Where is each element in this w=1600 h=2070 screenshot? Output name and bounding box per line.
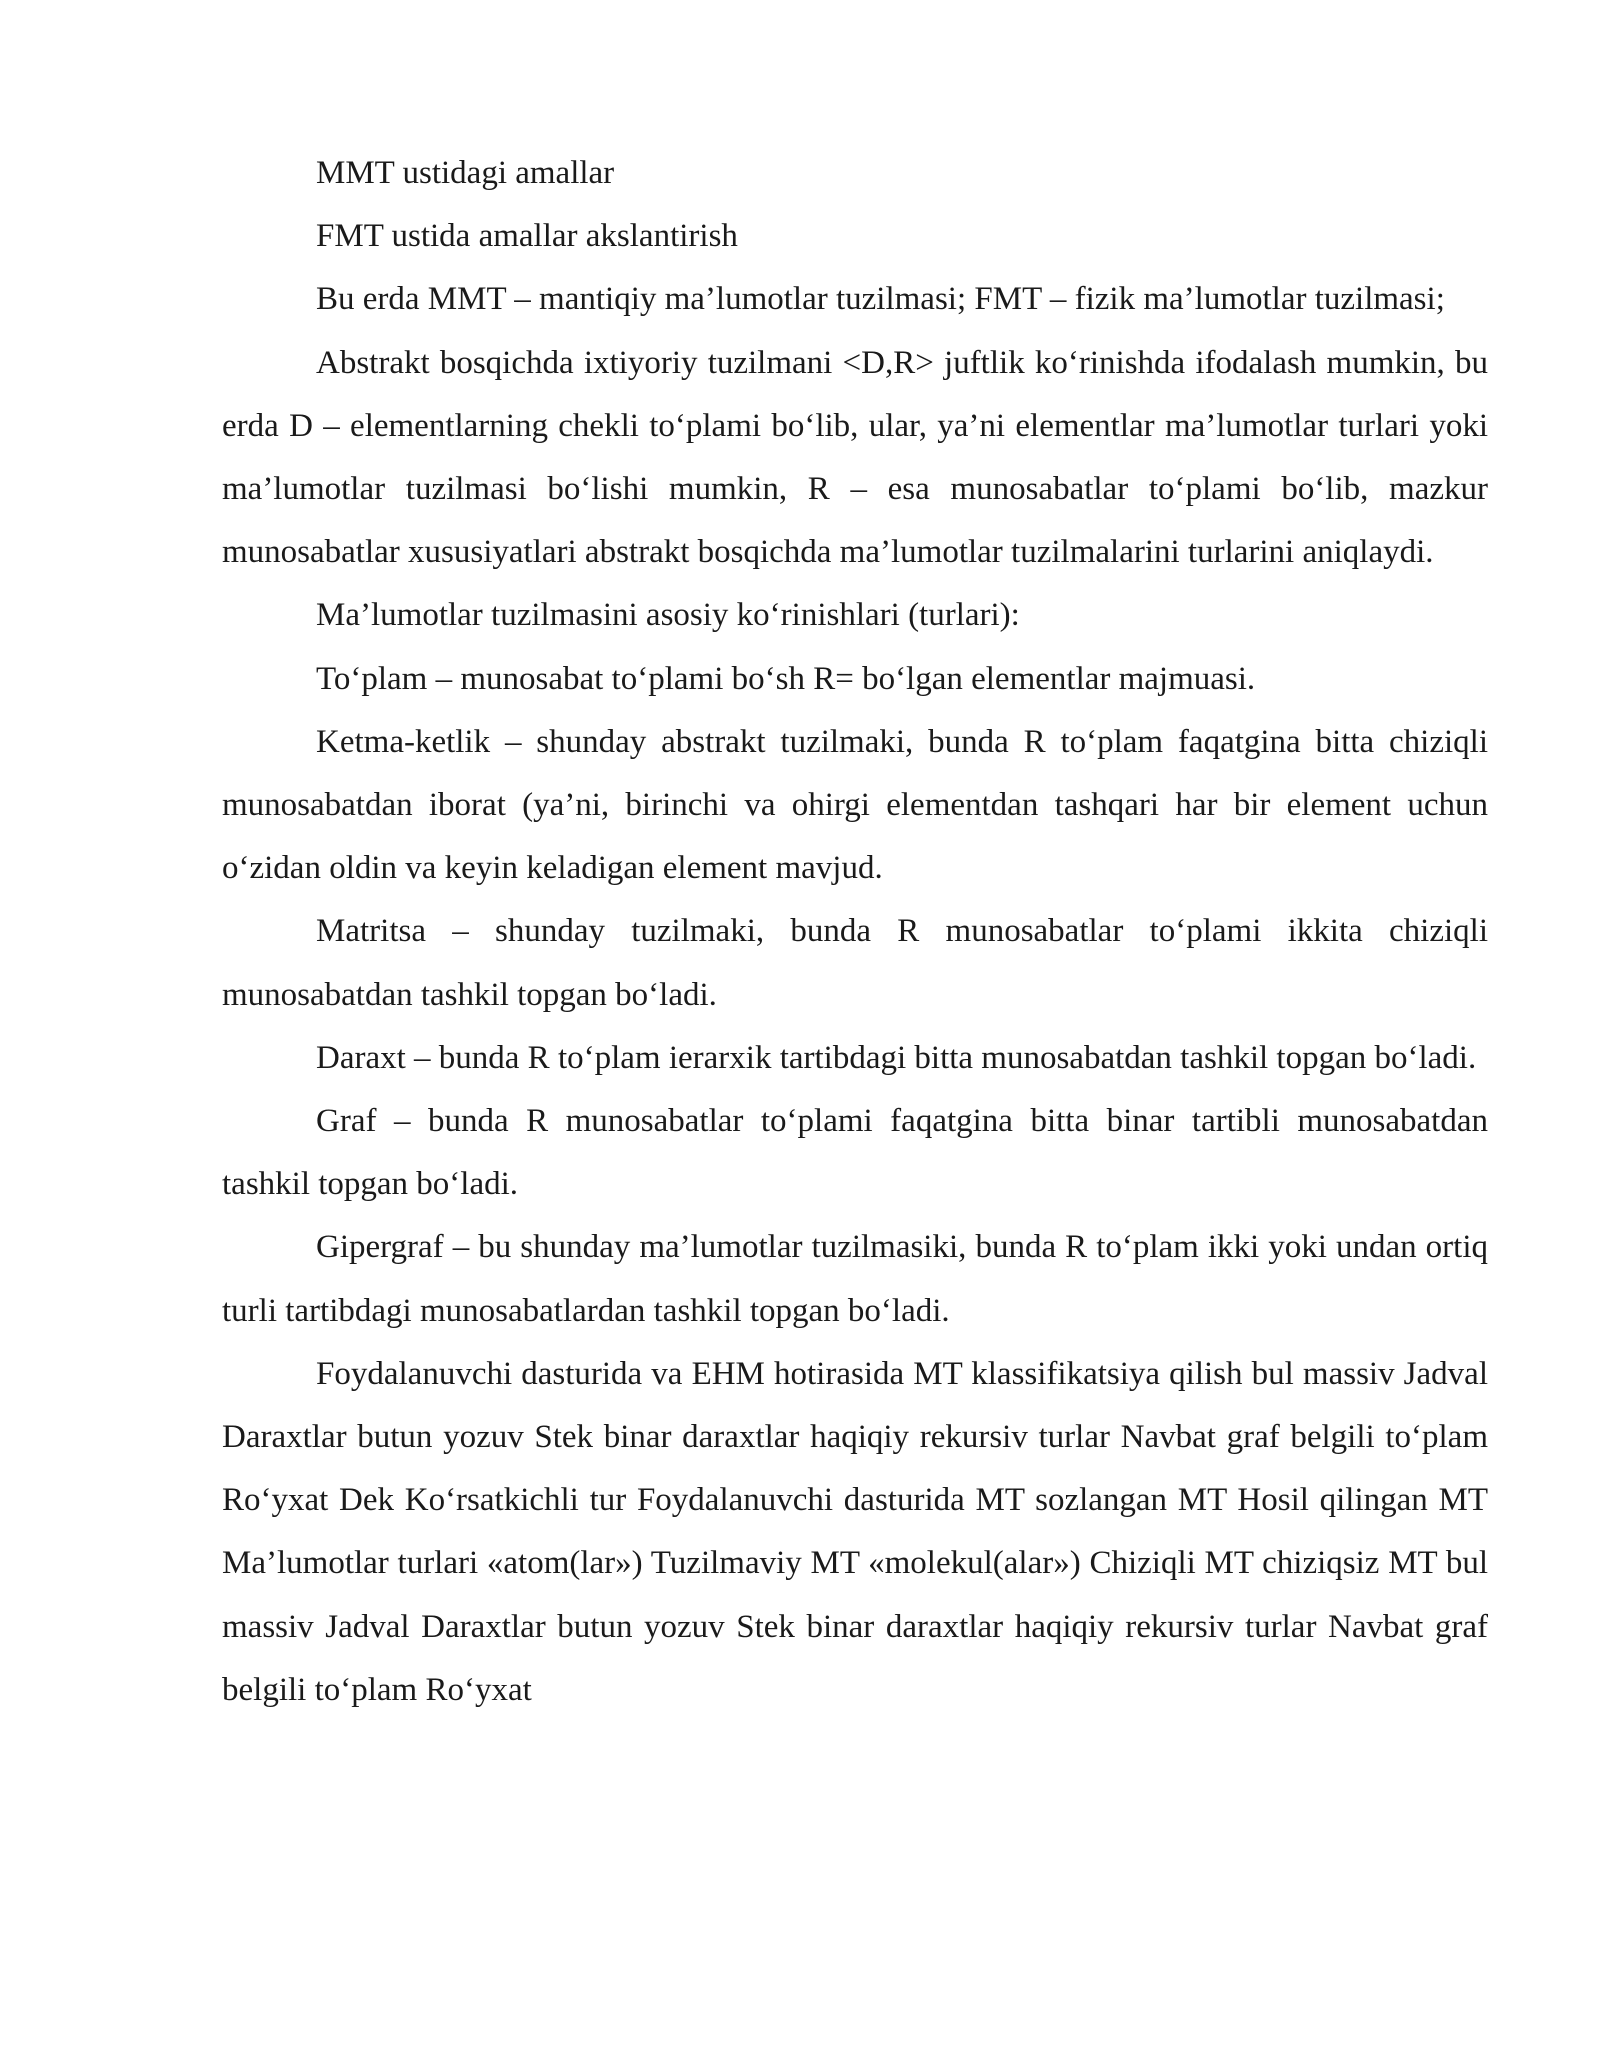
paragraph-set: To‘plam – munosabat to‘plami bo‘sh R= bo‘lgan elementlar majmuasi. (316, 660, 1256, 697)
paragraph-matrix: Matritsa – shunday tuzilmaki, bunda R munosabatlar to‘plami ikkita chiziqli munosabatdan tashkil topgan bo‘ladi. (222, 913, 1488, 1013)
paragraph-mmt-operations: MMT ustidagi amallar (316, 155, 615, 191)
paragraph-structure-types-heading: Ma’lumotlar tuzilmasini asosiy ko‘rinishlari (turlari): (316, 597, 1020, 634)
paragraph-hypergraph: Gipergraf – bu shunday ma’lumotlar tuzilmasiki, bunda R to‘plam ikki yoki undan ortiq turli tartibdagi munosabatlardan tashkil topgan bo‘ladi. (222, 1229, 1488, 1329)
paragraph-tree: Daraxt – bunda R to‘plam ierarxik tartibdagi bitta munosabatdan tashkil topgan bo‘ladi. (316, 1039, 1477, 1076)
paragraph-sequence: Ketma-ketlik – shunday abstrakt tuzilmaki, bunda R to‘plam faqatgina bitta chiziqli munosabatdan iborat (ya’ni, birinchi va ohirgi elementdan tashqari har bir element uchun o‘zidan oldin va keyin keladigan element mavjud. (222, 723, 1488, 887)
document-body (222, 142, 1488, 1722)
paragraph-graph: Graf – bunda R munosabatlar to‘plami faqatgina bitta binar tartibli munosabatdan tashkil topgan bo‘ladi. (222, 1103, 1488, 1203)
paragraph-fmt-operations: FMT ustida amallar akslantirish (316, 218, 738, 255)
paragraph-definitions: Bu erda MMT – mantiqiy ma’lumotlar tuzilmasi; FMT – fizik ma’lumotlar tuzilmasi; (316, 281, 1445, 318)
paragraph-abstract-level: Abstrakt bosqichda ixtiyoriy tuzilmani <D,R> juftlik ko‘rinishda ifodalash mumkin, bu erda D – elementlarning chekli to‘plami bo‘lib, ular, ya’ni elementlar ma’lumotlar turlari yoki ma’lumotlar tuzilmasi bo‘lishi mumkin, R – esa munosabatlar to‘plami bo‘lib, mazkur munosabatlar xususiyatlari abstrakt bosqichda ma’lumotlar tuzilmalarini turlarini aniqlaydi. (222, 344, 1488, 571)
paragraph-classification: Foydalanuvchi dasturida va EHM hotirasida MT klassifikatsiya qilish bul massiv Jadval Daraxtlar butun yozuv Stek binar daraxtlar haqiqiy rekursiv turlar Navbat graf belgili to‘plam Ro‘yxat Dek Ko‘rsatkichli tur Foydalanuvchi dasturida MT sozlangan MT Hosil qilingan MT Ma’lumotlar turlari «atom(lar») Tuzilmaviy MT «molekul(alar») Chiziqli MT chiziqsiz MT bul massiv Jadval Daraxtlar butun yozuv Stek binar daraxtlar haqiqiy rekursiv turlar Navbat graf belgili to‘plam Ro‘yxat (222, 1355, 1488, 1708)
